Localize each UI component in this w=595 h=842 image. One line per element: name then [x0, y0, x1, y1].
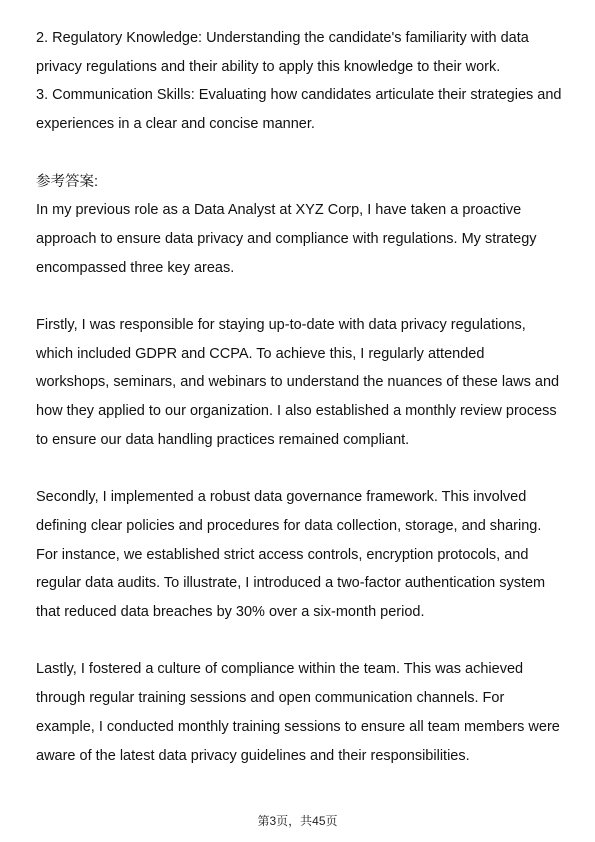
- answer-intro-line: encompassed three key areas.: [36, 259, 235, 276]
- answer-paragraph-3-line: aware of the latest data privacy guidelines and their responsibilities.: [36, 747, 470, 764]
- answer-paragraph-2-line: For instance, we established strict access controls, encryption protocols, and: [36, 546, 529, 563]
- answer-paragraph-2-line: that reduced data breaches by 30% over a six-month period.: [36, 604, 425, 621]
- answer-paragraph-1-line: Firstly, I was responsible for staying up-to-date with data privacy regulations,: [36, 317, 526, 333]
- answer-paragraph-1-line: which included GDPR and CCPA. To achieve this, I regularly attended: [36, 345, 485, 362]
- paragraph-gap: [36, 455, 566, 484]
- answer-paragraph-1-line: workshops, seminars, and webinars to understand the nuances of these laws and: [36, 374, 560, 391]
- answer-paragraph-2-line: regular data audits. To illustrate, I introduced a two-factor authentication system: [36, 575, 546, 592]
- answer-paragraph-3-line: example, I conducted monthly training sessions to ensure all team members were: [36, 718, 560, 735]
- paragraph-gap: [36, 282, 566, 311]
- answer-paragraph-2-line: defining clear policies and procedures for data collection, storage, and sharing.: [36, 517, 542, 534]
- page-number: 第3页，共45页: [257, 814, 338, 828]
- answer-paragraph-3-line: Lastly, I fostered a culture of compliance within the team. This was achieved: [36, 661, 524, 678]
- criterion-communication-line-2: experiences in a clear and concise manner.: [36, 116, 315, 133]
- document-page: [36, 24, 566, 770]
- paragraph-gap: [36, 139, 566, 168]
- answer-intro-line: In my previous role as a Data Analyst at XYZ Corp, I have taken a proactive: [36, 202, 522, 219]
- answer-paragraph-2-line: Secondly, I implemented a robust data governance framework. This involved: [36, 489, 527, 506]
- answer-paragraph-1-line: to ensure our data handling practices remained compliant.: [36, 431, 410, 448]
- answer-heading: 参考答案:: [36, 173, 99, 190]
- answer-paragraph-3-line: through regular training sessions and open communication channels. For: [36, 690, 505, 707]
- paragraph-gap: [36, 627, 566, 656]
- criterion-communication-line-1: 3. Communication Skills: Evaluating how candidates articulate their strategies and: [36, 87, 562, 104]
- answer-intro-line: approach to ensure data privacy and compliance with regulations. My strategy: [36, 230, 537, 247]
- criterion-regulatory-line-2: privacy regulations and their ability to apply this knowledge to their work.: [36, 58, 501, 75]
- criterion-regulatory-line-1: 2. Regulatory Knowledge: Understanding the candidate's familiarity with data: [36, 30, 529, 46]
- answer-paragraph-1-line: how they applied to our organization. I also established a monthly review process: [36, 403, 557, 420]
